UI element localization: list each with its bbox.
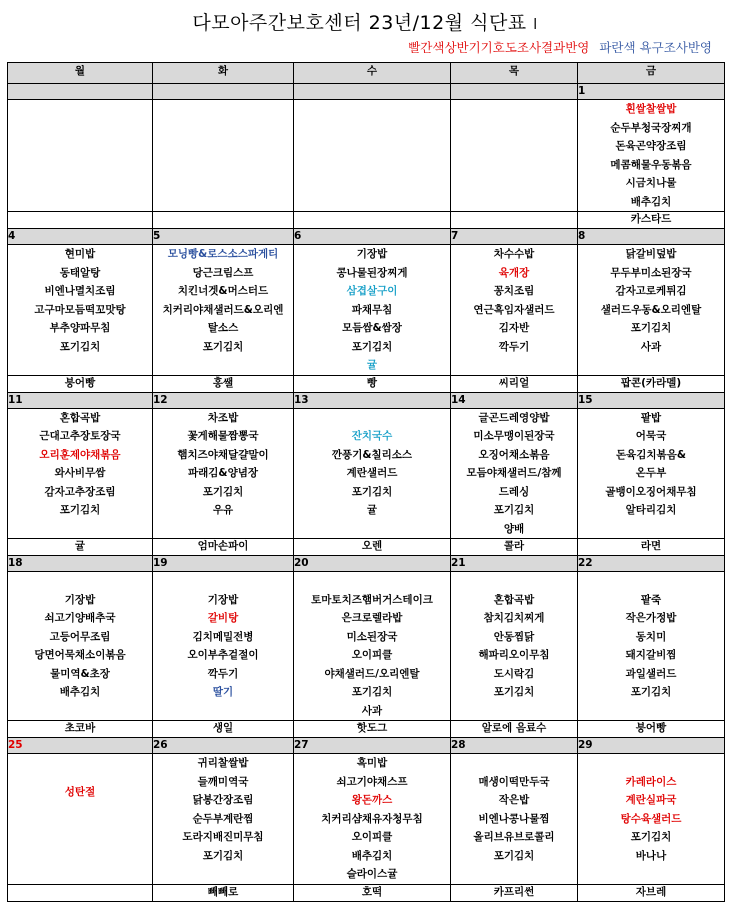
snack-cell [8,212,153,229]
snack-row [8,721,725,738]
date-cell: 6 [294,229,451,245]
snack-cell: 빵 [294,375,451,392]
menu-item: 잔치국수 [351,430,393,442]
menu-item: 포기김치 [351,686,393,698]
snack-cell: 핫도그 [294,721,451,738]
menu-item: 흑미밥 [356,757,388,769]
date-cell [153,84,294,100]
menu-item: 글곤드레영양밥 [478,411,550,424]
snack-cell: 붕어빵 [578,721,725,738]
menu-item: 쇠고기야채스프 [336,775,408,788]
meal-cell [578,245,725,376]
menu-item: 포기김치 [59,340,101,353]
menu-item: 도라지배진미무침 [182,831,264,843]
menu-item: 야채샐러드/오리엔탈 [324,667,420,680]
date-cell: 5 [153,229,294,245]
meal-cell [8,572,153,721]
menu-item: 포기김치 [630,686,672,698]
snack-cell: 엄마손파이 [153,539,294,556]
date-cell: 19 [153,556,294,572]
menu-item: 삼겹살구이 [346,285,398,297]
menu-item: 골뱅이오징어채무침 [605,485,697,498]
menu-item: 들깨미역국 [197,775,249,788]
title-area [0,0,730,60]
date-row [8,738,725,754]
snack-cell: 초코바 [8,721,153,738]
meal-row [8,572,725,721]
meal-cell [294,408,451,539]
date-cell: 11 [8,392,153,408]
menu-item: 당근크림스프 [192,266,254,279]
meal-row [8,754,725,885]
snack-cell: 홍쌜 [153,375,294,392]
menu-item: 슬라이스귤 [346,868,398,880]
menu-item: 치커리야채샐러드&오리엔 [162,303,284,316]
menu-item: 사과 [640,340,662,353]
menu-item: 비엔나콩나물찜 [478,812,550,825]
menu-item: 온두부 [635,467,667,479]
menu-item: 포기김치 [202,340,244,353]
menu-item: 오리훈제야채볶음 [39,448,121,461]
menu-item: 귤 [366,504,378,516]
menu-item: 시금치나물 [625,177,677,189]
menu-item: 올리브유브로콜리 [473,831,555,843]
menu-item: 양배 [503,522,525,535]
menu-item: 포기김치 [351,485,393,498]
meal-table [7,62,725,902]
holiday-label: 성탄절 [64,786,96,798]
meal-cell [153,754,294,885]
menu-item: 어묵국 [635,430,667,442]
menu-item: 파래김&양념장 [187,467,258,479]
menu-item: 깐풍기&칠리소스 [331,448,413,461]
menu-item: 작은가정밥 [625,612,677,624]
menu-item: 계란실파국 [625,794,677,806]
snack-cell: 라면 [578,539,725,556]
date-cell: 20 [294,556,451,572]
meal-cell [294,100,451,212]
meal-cell [153,572,294,721]
menu-item: 알타리김치 [625,504,677,516]
page-title: 다모아주간보호센터 23년/12월 식단표 l [192,12,538,34]
menu-item [578,754,724,773]
snack-cell: 붕어빵 [8,375,153,392]
snack-cell: 카스타드 [578,212,725,229]
date-cell: 7 [451,229,578,245]
snack-row [8,539,725,556]
menu-item [8,572,152,591]
menu-item: 배추김치 [630,195,672,208]
snack-cell: 팝콘(카라멜) [578,375,725,392]
meal-cell [578,572,725,721]
menu-item: 혼합곡밥 [493,593,535,606]
menu-item: 치커리샴채유자청무침 [321,812,423,825]
menu-item: 쇠고기양배추국 [44,612,116,624]
meal-cell [294,245,451,376]
date-row [8,84,725,100]
date-cell: 13 [294,392,451,408]
meal-cell [153,100,294,212]
menu-item: 김치메밀전병 [192,630,254,643]
menu-item: 드레싱 [498,485,530,498]
date-cell: 25 [8,738,153,754]
menu-item: 모듬야채샐러드/참께 [466,467,562,479]
menu-item: 귤 [366,359,378,371]
menu-item: 포기김치 [493,686,535,698]
menu-item: 닭갈비덮밥 [625,248,677,260]
menu-item: 토마토치즈햄버거스테이크 [311,593,433,606]
menu-item: 포기김치 [202,849,244,862]
menu-item: 탕수육샐러드 [620,812,682,825]
menu-item: 현미밥 [64,248,96,260]
date-cell: 4 [8,229,153,245]
meal-cell [451,100,578,212]
snack-cell: 호떡 [294,884,451,901]
menu-item: 감자고추장조림 [44,485,116,498]
menu-item [451,572,577,591]
snack-cell: 카프리썬 [451,884,578,901]
day-header-fri: 금 [578,63,725,84]
menu-item: 차수수밥 [493,248,535,260]
snack-row [8,884,725,901]
meal-cell [8,754,153,885]
date-cell: 8 [578,229,725,245]
menu-item: 포기김치 [351,340,393,353]
snack-row [8,212,725,229]
menu-item: 포기김치 [493,504,535,516]
meal-row [8,408,725,539]
menu-item: 감자고로케튀김 [615,285,687,297]
menu-item: 고등어무조림 [49,630,111,643]
menu-item: 고구마모듬떡꼬맛탕 [34,303,126,316]
legend-red: 빨간색상반기기호도조사결과반영 [408,40,590,55]
date-cell: 12 [153,392,294,408]
menu-item: 순두부계란찜 [192,812,254,825]
meal-cell [451,754,578,885]
menu-item: 동치미 [635,630,667,643]
menu-item: 포기김치 [630,322,672,334]
menu-item: 포기김치 [493,849,535,862]
meal-cell [451,408,578,539]
menu-item: 꽁치조림 [493,285,535,297]
menu-item: 팥밥 [640,411,662,424]
menu-item: 오징어채소볶음 [478,448,550,461]
date-cell: 14 [451,392,578,408]
menu-item: 동태알탕 [59,266,101,279]
meal-cell [578,408,725,539]
date-cell: 28 [451,738,578,754]
snack-cell: 씨리얼 [451,375,578,392]
menu-item: 계란샐러드 [346,467,398,479]
menu-item: 갈비탕 [207,612,239,624]
date-cell: 18 [8,556,153,572]
meal-cell [451,572,578,721]
menu-item: 와사비무쌈 [54,467,106,479]
menu-item: 배추김치 [59,686,101,698]
menu-item [578,572,724,591]
meal-cell [451,245,578,376]
date-row [8,229,725,245]
meal-cell [153,245,294,376]
day-header-row [8,63,725,84]
legend-blue: 파란색 욕구조사반영 [599,40,712,55]
menu-item: 탈소스 [207,322,239,334]
menu-item: 부추양파무침 [49,322,111,334]
meal-cell [8,245,153,376]
menu-item: 차조밥 [207,411,239,424]
date-cell: 21 [451,556,578,572]
date-cell: 1 [578,84,725,100]
menu-item: 모닝빵&로스소스파게티 [167,248,279,260]
menu-item: 혼합곡밥 [59,411,101,424]
menu-item: 해파리오이무침 [478,649,550,661]
menu-item: 카레라이스 [625,775,677,788]
menu-item: 바나나 [635,849,667,862]
menu-item: 귀리찰쌀밥 [197,757,249,769]
snack-cell: 오렌 [294,539,451,556]
menu-item: 연근흑임자샐러드 [473,303,555,316]
meal-cell [578,754,725,885]
date-cell [451,84,578,100]
menu-item: 비엔나멸치조림 [44,285,116,297]
date-cell: 29 [578,738,725,754]
menu-item: 치킨너겟&머스터드 [177,285,269,297]
snack-cell [153,212,294,229]
menu-item: 근대고추장토장국 [39,430,121,442]
menu-item: 매생이떡만두국 [478,775,550,788]
menu-item: 닭봉간장조림 [192,794,254,806]
menu-item [153,572,293,591]
menu-item: 샐러드우동&오리엔탈 [600,303,702,316]
snack-cell: 알로에 음료수 [451,721,578,738]
date-cell: 22 [578,556,725,572]
meal-row [8,245,725,376]
weeks-body [8,84,725,902]
menu-item: 우유 [212,504,234,516]
menu-item: 기장밥 [356,248,388,260]
menu-item: 흰쌀찰쌀밥 [625,103,677,115]
menu-item: 꽃게해물짬뽕국 [187,430,259,442]
menu-item: 당면어묵채소이볶음 [34,649,126,661]
menu-item: 안동찜닭 [493,630,535,643]
date-row [8,392,725,408]
menu-item: 햄치즈야채달걀말이 [177,448,269,461]
meal-cell [8,408,153,539]
snack-cell [451,212,578,229]
day-header-wed: 수 [294,63,451,84]
menu-item: 돼지갈비찜 [625,649,677,661]
menu-item: 물미역&초장 [50,667,110,680]
color-legend [408,38,712,56]
menu-item: 미소무맹이된장국 [473,430,555,442]
menu-item: 사과 [361,704,383,717]
date-cell: 27 [294,738,451,754]
menu-item: 콩나물된장찌게 [336,266,408,279]
snack-cell: 생일 [153,721,294,738]
menu-item: 파채무침 [351,303,393,316]
date-row [8,556,725,572]
menu-item: 기장밥 [64,593,96,606]
snack-cell: 귤 [8,539,153,556]
menu-item: 오이피클 [351,649,393,661]
menu-item: 돈육김치볶음& [615,448,686,461]
menu-item: 육개장 [498,266,530,279]
menu-item: 김자반 [498,322,530,334]
meal-cell [8,100,153,212]
meal-cell [294,572,451,721]
menu-item: 도시락김 [493,667,535,680]
snack-cell: 콜라 [451,539,578,556]
meal-row [8,100,725,212]
menu-item: 팥죽 [640,593,662,606]
menu-item: 오이부추겉절이 [187,649,259,661]
menu-item: 기장밥 [207,593,239,606]
menu-item [294,409,450,428]
menu-item: 모듬쌈&쌈장 [342,322,402,334]
menu-item: 깍두기 [498,340,530,353]
menu-item: 메콤해물우동볶음 [610,158,692,171]
menu-item [294,572,450,591]
menu-item: 깍두기 [207,667,239,680]
snack-cell [8,884,153,901]
meal-cell [578,100,725,212]
menu-item: 배추김치 [351,849,393,862]
menu-item: 미소된장국 [346,630,398,643]
menu-item [451,754,577,773]
date-cell: 26 [153,738,294,754]
day-header-thu: 목 [451,63,578,84]
meal-cell [153,408,294,539]
day-header-mon: 월 [8,63,153,84]
menu-item: 포기김치 [59,504,101,516]
menu-item: 무두부미소된장국 [610,266,692,279]
snack-row [8,375,725,392]
menu-item: 포기김치 [202,485,244,498]
menu-item: 왕돈까스 [351,794,393,806]
menu-item: 과일샐러드 [625,667,677,680]
menu-item: 딸기 [212,686,234,698]
menu-item: 참치김치찌게 [483,612,545,624]
menu-item: 돈육곤약장조림 [615,140,687,152]
menu-item: 은크로렐라밥 [341,612,403,624]
menu-item: 오이피클 [351,831,393,843]
menu-item: 작은밥 [498,794,530,806]
day-header-tue: 화 [153,63,294,84]
date-cell [294,84,451,100]
date-cell [8,84,153,100]
snack-cell: 자브레 [578,884,725,901]
menu-item: 포기김치 [630,831,672,843]
menu-item: 순두부청국장찌개 [610,121,692,134]
date-cell: 15 [578,392,725,408]
snack-cell: 빼빼로 [153,884,294,901]
meal-cell [294,754,451,885]
snack-cell [294,212,451,229]
